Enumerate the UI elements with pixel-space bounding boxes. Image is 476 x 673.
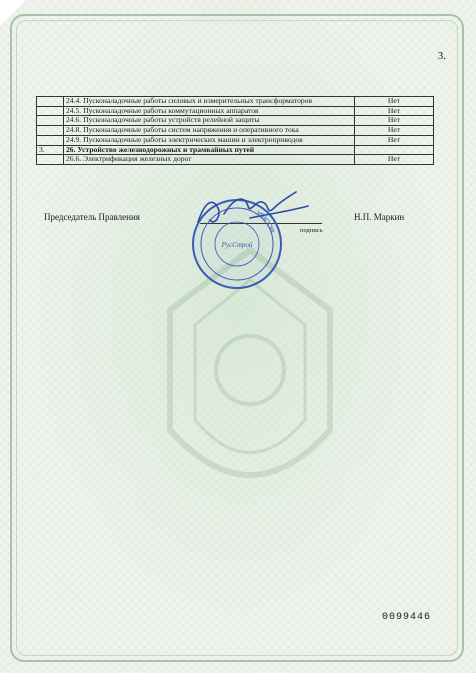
work-type-cell: 24.6. Пусконаладочные работы устройств релейной защиты: [64, 116, 355, 126]
row-number-cell: [37, 135, 64, 145]
work-type-cell: 26.6. Электрификация железных дорог: [64, 155, 355, 165]
table-row: [37, 155, 434, 165]
serial-number: 0099446: [382, 612, 432, 623]
permission-value-cell: Нет: [355, 135, 434, 145]
table-row: [37, 135, 434, 145]
page-number: 3.: [437, 50, 446, 62]
table-row: [37, 126, 434, 136]
row-number-cell: 3.: [37, 145, 64, 155]
handwritten-signature: [190, 186, 320, 236]
permission-value-cell: Нет: [355, 97, 434, 107]
permission-value-cell: Нет: [355, 106, 434, 116]
seal-ring-text: МОСКВА: [255, 208, 277, 234]
row-number-cell: [37, 97, 64, 107]
work-type-cell: 24.4. Пусконаладочные работы силовых и измерительных трансформаторов: [64, 97, 355, 107]
row-number-cell: [37, 106, 64, 116]
seal-center-text: РусСтрой: [221, 241, 253, 249]
row-number-cell: [37, 126, 64, 136]
signature-caption: подпись: [300, 227, 323, 234]
row-number-cell: [37, 155, 64, 165]
row-number-cell: [37, 116, 64, 126]
work-type-cell: 26. Устройство железнодорожных и трамвайных путей: [64, 145, 355, 155]
work-type-cell: 24.5. Пусконаладочные работы коммутационных аппаратов: [64, 106, 355, 116]
chairman-role: Председатель Правления: [44, 212, 140, 222]
work-type-cell: 24.8. Пусконаладочные работы систем напряжения и оперативного тока: [64, 126, 355, 136]
permission-value-cell: Нет: [355, 126, 434, 136]
table-row: [37, 97, 434, 107]
works-table: [36, 96, 434, 165]
chairman-name: Н.П. Маркин: [354, 212, 405, 222]
work-type-cell: 24.9. Пусконаладочные работы электрических машин и электроприводов: [64, 135, 355, 145]
permission-value-cell: Нет: [355, 155, 434, 165]
permission-value-cell: Нет: [355, 116, 434, 126]
